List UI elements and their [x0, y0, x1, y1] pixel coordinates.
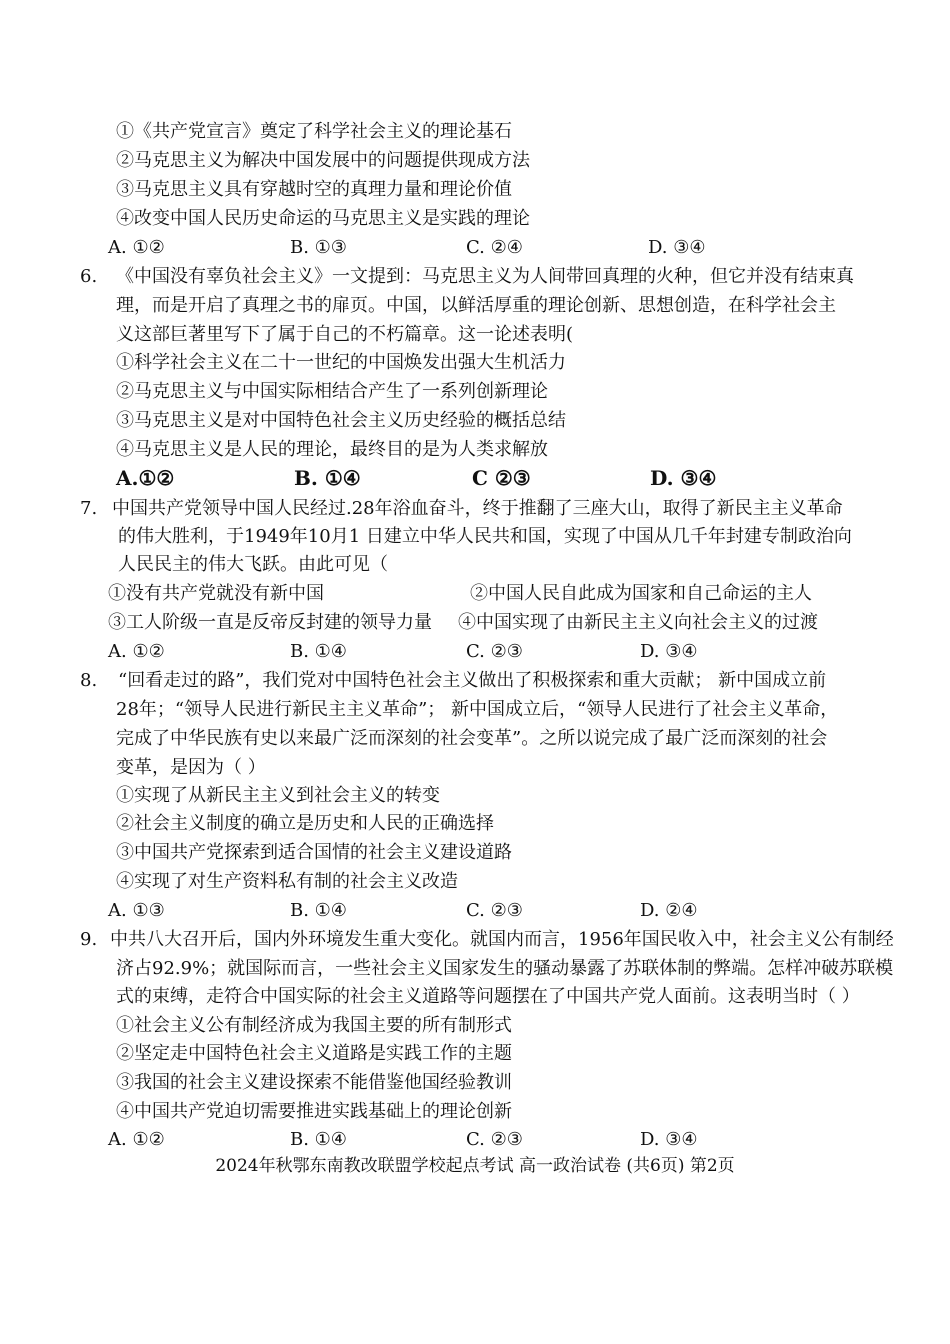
q7-item-4: ④中国实现了由新民主主义向社会主义的过渡 [458, 612, 818, 633]
q6-item-1: ①科学社会主义在二十一世纪的中国焕发出强大生机活力 [116, 352, 566, 373]
q6-item-4: ④马克思主义是人民的理论，最终目的是为人类求解放 [116, 439, 548, 460]
q7-option-c: C. ②③ [466, 641, 523, 662]
q7-item-3: ③工人阶级一直是反帝反封建的领导力量 [108, 612, 432, 633]
q6-stem-line-1: 《中国没有辜负社会主义》一文提到：马克思主义为人间带回真理的火种，但它并没有结束真 [116, 266, 854, 287]
q5-option-a: A. ①② [108, 237, 165, 258]
q7-item-2: ②中国人民自此成为国家和自己命运的主人 [470, 583, 812, 604]
q6-option-d: D. ③④ [650, 466, 717, 490]
q7-stem-line-3: 人民民主的伟大飞跃。由此可见（ [118, 554, 388, 575]
q8-item-2: ②社会主义制度的确立是历史和人民的正确选择 [116, 813, 494, 834]
q7-stem-line-2: 的伟大胜利，于1949年10月1 日建立中华人民共和国，实现了中国从几千年封建专制政治向 [118, 526, 852, 547]
q6-item-2: ②马克思主义与中国实际相结合产生了一系列创新理论 [116, 381, 548, 402]
q9-item-4: ④中国共产党迫切需要推进实践基础上的理论创新 [116, 1101, 512, 1122]
page-footer: 2024年秋鄂东南教改联盟学校起点考试 高一政治试卷 (共6页) 第2页 [215, 1156, 735, 1176]
q9-number: 9. [80, 929, 98, 950]
q9-item-3: ③我国的社会主义建设探索不能借鉴他国经验教训 [116, 1072, 512, 1093]
q5-item-1: ①《共产党宣言》奠定了科学社会主义的理论基石 [116, 121, 512, 142]
q8-option-a: A. ①③ [108, 900, 165, 921]
q8-item-3: ③中国共产党探索到适合国情的社会主义建设道路 [116, 842, 512, 863]
q6-option-b: B. ①④ [294, 466, 361, 490]
q8-stem-line-2: 28年；“领导人民进行新民主主义革命”； 新中国成立后，“领导人民进行了社会主义革命， [116, 699, 839, 720]
q9-stem-line-2: 济占92.9%；就国际而言，一些社会主义国家发生的骚动暴露了苏联体制的弊端。怎样冲破苏联模 [116, 958, 894, 979]
q6-stem-line-3: 义这部巨著里写下了属于自己的不朽篇章。这一论述表明( [116, 324, 574, 345]
q6-stem-line-2: 理，而是开启了真理之书的扉页。中国，以鲜活厚重的理论创新、思想创造，在科学社会主 [116, 295, 836, 316]
q8-number: 8. [80, 670, 98, 691]
q5-option-c: C. ②④ [466, 237, 523, 258]
q7-stem-line-1: 中国共产党领导中国人民经过.28年浴血奋斗，终于推翻了三座大山，取得了新民主主义革命 [112, 498, 843, 519]
q7-option-b: B. ①④ [290, 641, 347, 662]
q8-item-4: ④实现了对生产资料私有制的社会主义改造 [116, 871, 458, 892]
q9-stem-line-3: 式的束缚，走符合中国实际的社会主义道路等问题摆在了中国共产党人面前。这表明当时（ ） [116, 986, 860, 1007]
q6-number: 6. [80, 266, 98, 287]
q8-option-b: B. ①④ [290, 900, 347, 921]
q8-stem-line-3: 完成了中华民族有史以来最广泛而深刻的社会变革”。之所以说完成了最广泛而深刻的社会 [116, 728, 828, 749]
q8-option-d: D. ②④ [640, 900, 698, 921]
q8-stem-line-1: “回看走过的路”，我们党对中国特色社会主义做出了积极探索和重大贡献； 新中国成立前 [118, 670, 827, 691]
q7-item-1: ①没有共产党就没有新中国 [108, 583, 324, 604]
q9-item-1: ①社会主义公有制经济成为我国主要的所有制形式 [116, 1015, 512, 1036]
q6-option-a: A.①② [116, 466, 175, 490]
q8-stem-line-4: 变革，是因为（ ） [116, 757, 266, 778]
q7-option-d: D. ③④ [640, 641, 698, 662]
q6-item-3: ③马克思主义是对中国特色社会主义历史经验的概括总结 [116, 410, 566, 431]
q6-option-c: C ②③ [472, 466, 531, 490]
q5-item-2: ②马克思主义为解决中国发展中的问题提供现成方法 [116, 150, 530, 171]
q9-option-b: B. ①④ [290, 1129, 347, 1150]
q9-item-2: ②坚定走中国特色社会主义道路是实践工作的主题 [116, 1043, 512, 1064]
q7-option-a: A. ①② [108, 641, 165, 662]
q9-option-c: C. ②③ [466, 1129, 523, 1150]
q5-item-3: ③马克思主义具有穿越时空的真理力量和理论价值 [116, 179, 512, 200]
q5-option-b: B. ①③ [290, 237, 347, 258]
q8-option-c: C. ②③ [466, 900, 523, 921]
q9-option-a: A. ①② [108, 1129, 165, 1150]
q9-option-d: D. ③④ [640, 1129, 698, 1150]
q5-option-d: D. ③④ [648, 237, 706, 258]
q5-item-4: ④改变中国人民历史命运的马克思主义是实践的理论 [116, 208, 530, 229]
q7-number: 7. [80, 498, 98, 519]
q8-item-1: ①实现了从新民主主义到社会主义的转变 [116, 785, 440, 806]
q9-stem-line-1: 中共八大召开后，国内外环境发生重大变化。就国内而言，1956年国民收入中，社会主义公有制经 [110, 929, 894, 950]
